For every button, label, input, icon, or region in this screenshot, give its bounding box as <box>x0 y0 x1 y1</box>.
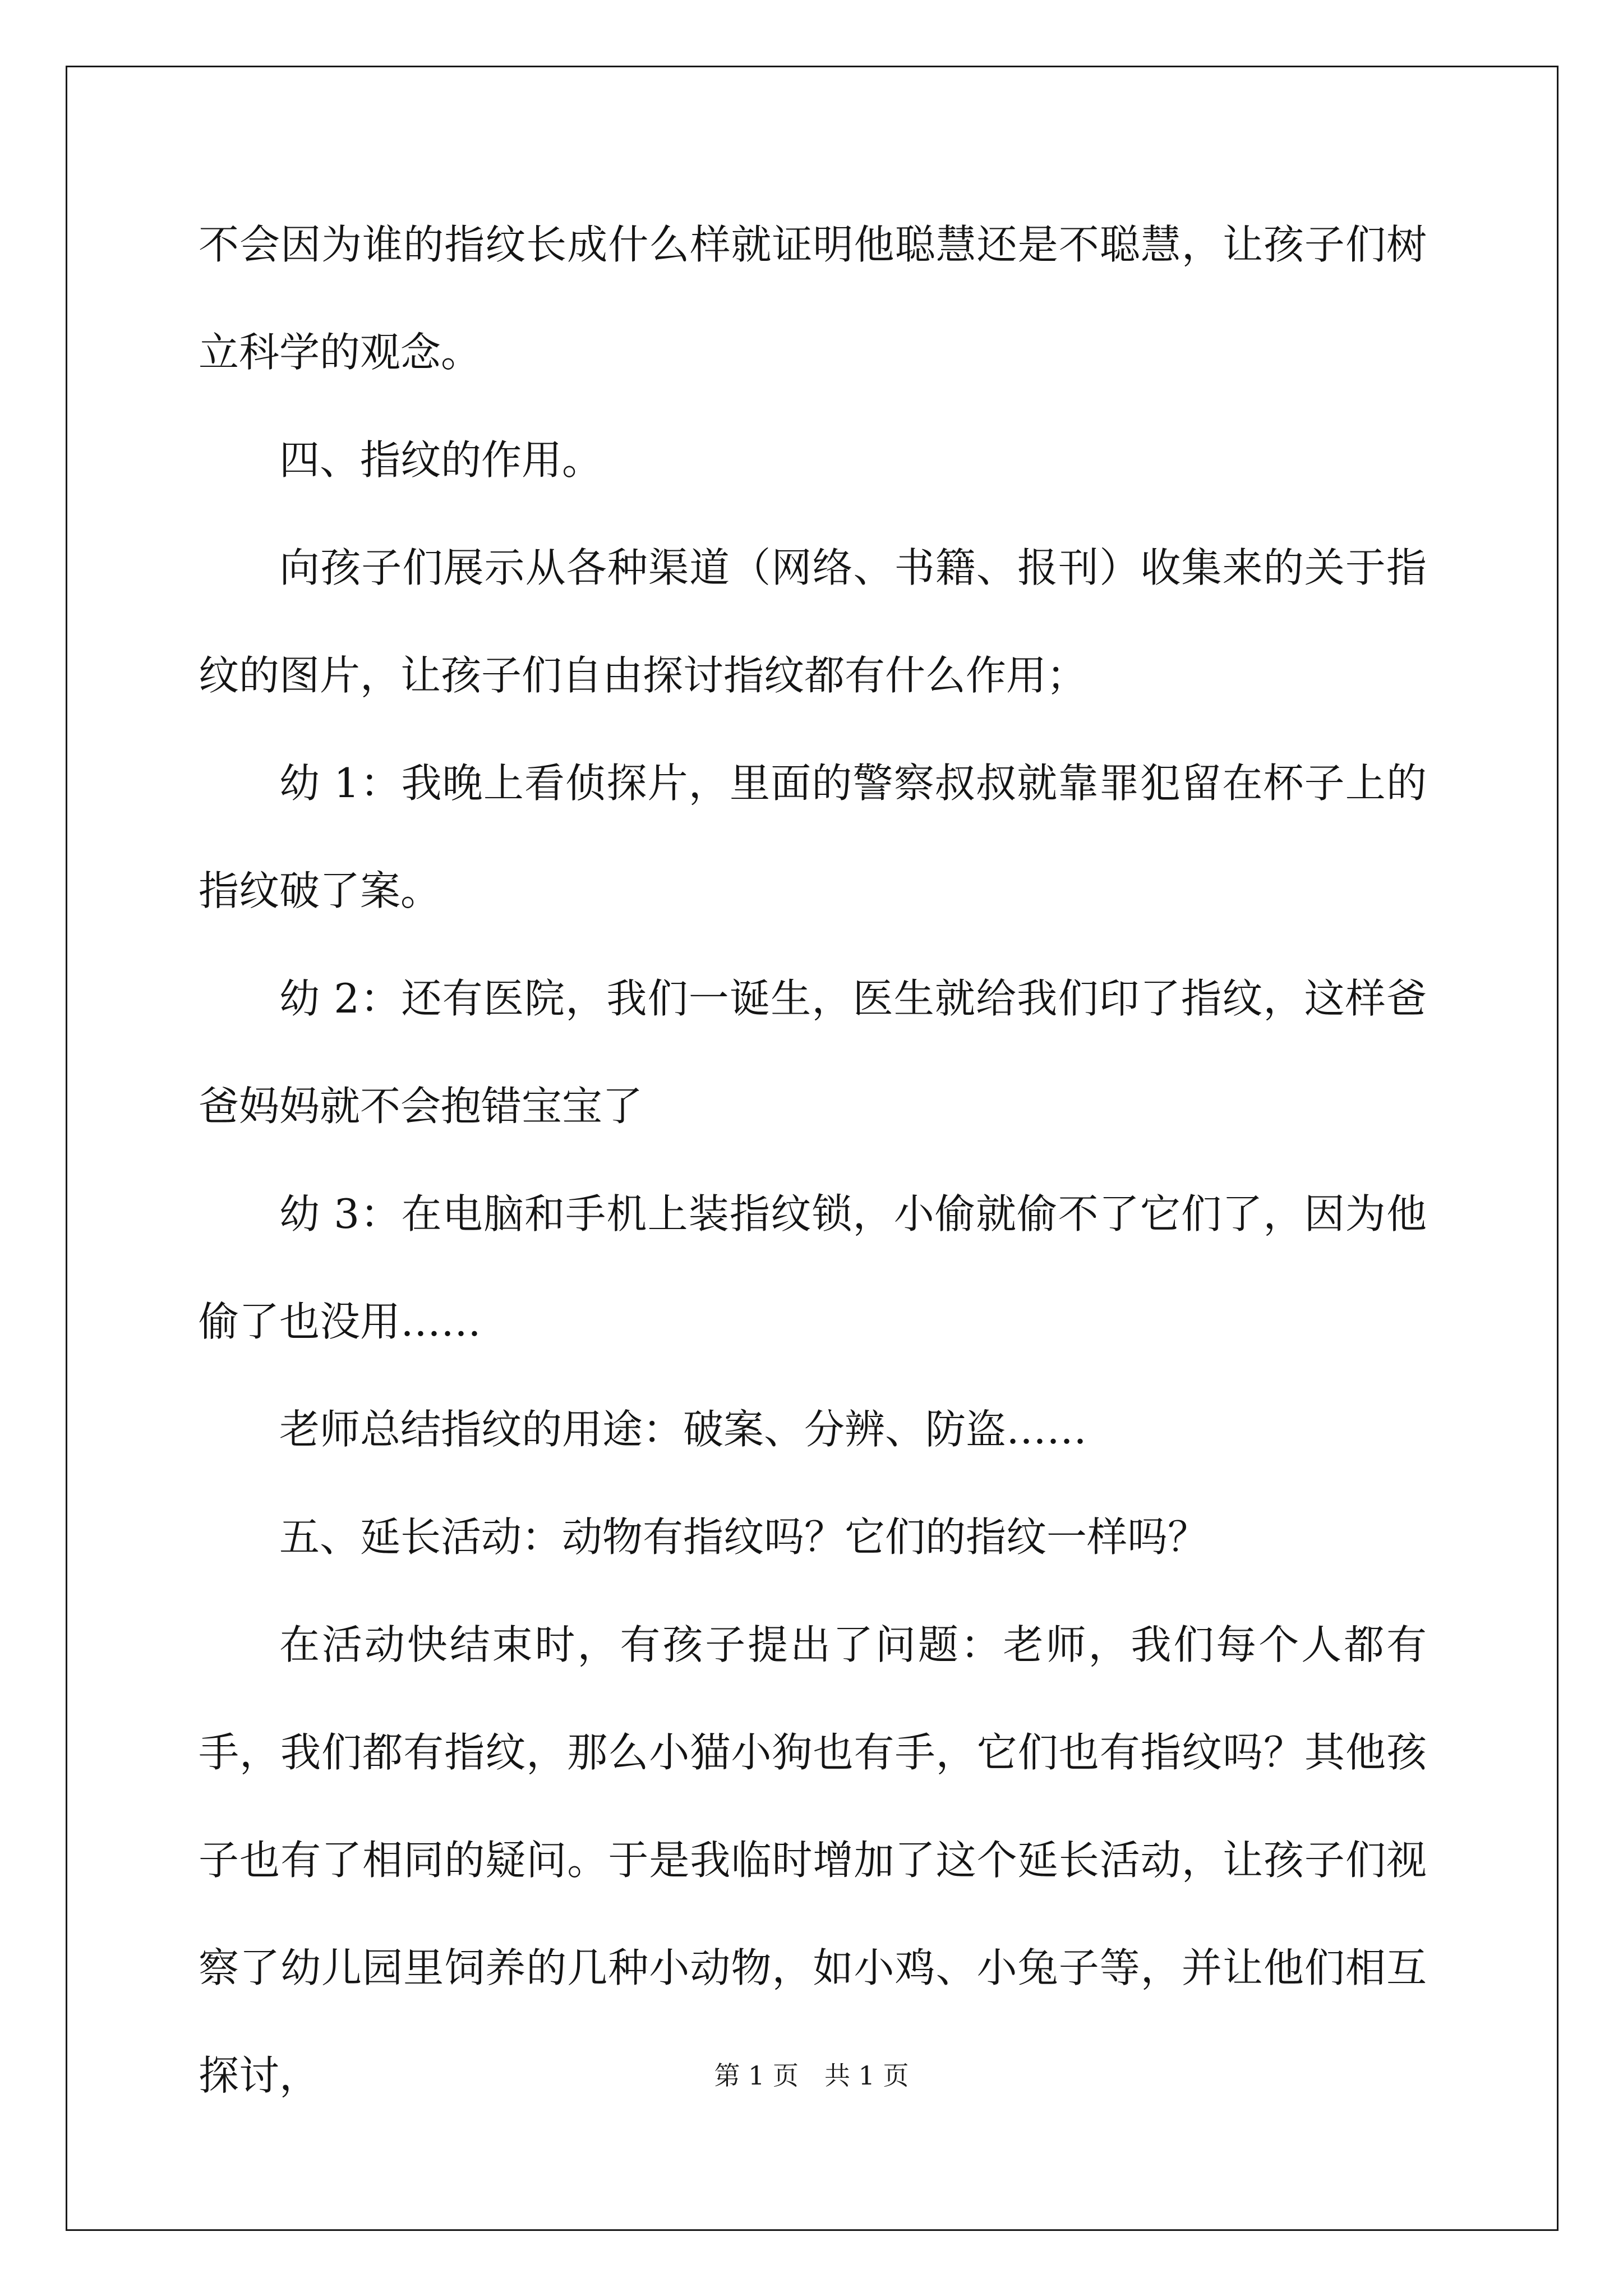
section-heading: 四、指纹的作用。 <box>279 436 603 484</box>
paragraph: 不会因为谁的指纹长成什么样就证明他聪慧还是不聪慧，让孩子们树立科学的观念。 <box>199 221 1427 376</box>
paragraph: 幼 2：还有医院，我们一诞生，医生就给我们印了指纹，这样爸爸妈妈就不会抱错宝宝了 <box>199 975 1427 1130</box>
section-heading: 五、延长活动：动物有指纹吗？它们的指纹一样吗？ <box>279 1513 1209 1561</box>
document-body <box>199 191 1427 2129</box>
paragraph: 向孩子们展示从各种渠道（网络、书籍、报刊）收集来的关于指纹的图片，让孩子们自由探讨指纹都有什么作用； <box>199 544 1427 699</box>
paragraph: 幼 3：在电脑和手机上装指纹锁，小偷就偷不了它们了，因为他偷了也没用…… <box>199 1190 1427 1345</box>
paragraph: 在活动快结束时，有孩子提出了问题：老师，我们每个人都有手，我们都有指纹，那么小猫小狗也有手，它们也有指纹吗？其他孩子也有了相同的疑问。于是我临时增加了这个延长活动，让孩子们视察了幼儿园里饲养的几种小动物，如小鸡、小兔子等，并让他们相互探讨， <box>199 1621 1427 2099</box>
page-number: 第 1 页 共 1 页 <box>714 2060 909 2091</box>
paragraph: 幼 1：我晚上看侦探片，里面的警察叔叔就靠罪犯留在杯子上的指纹破了案。 <box>199 760 1427 914</box>
paragraph: 老师总结指纹的用途：破案、分辨、防盗…… <box>279 1406 1087 1453</box>
